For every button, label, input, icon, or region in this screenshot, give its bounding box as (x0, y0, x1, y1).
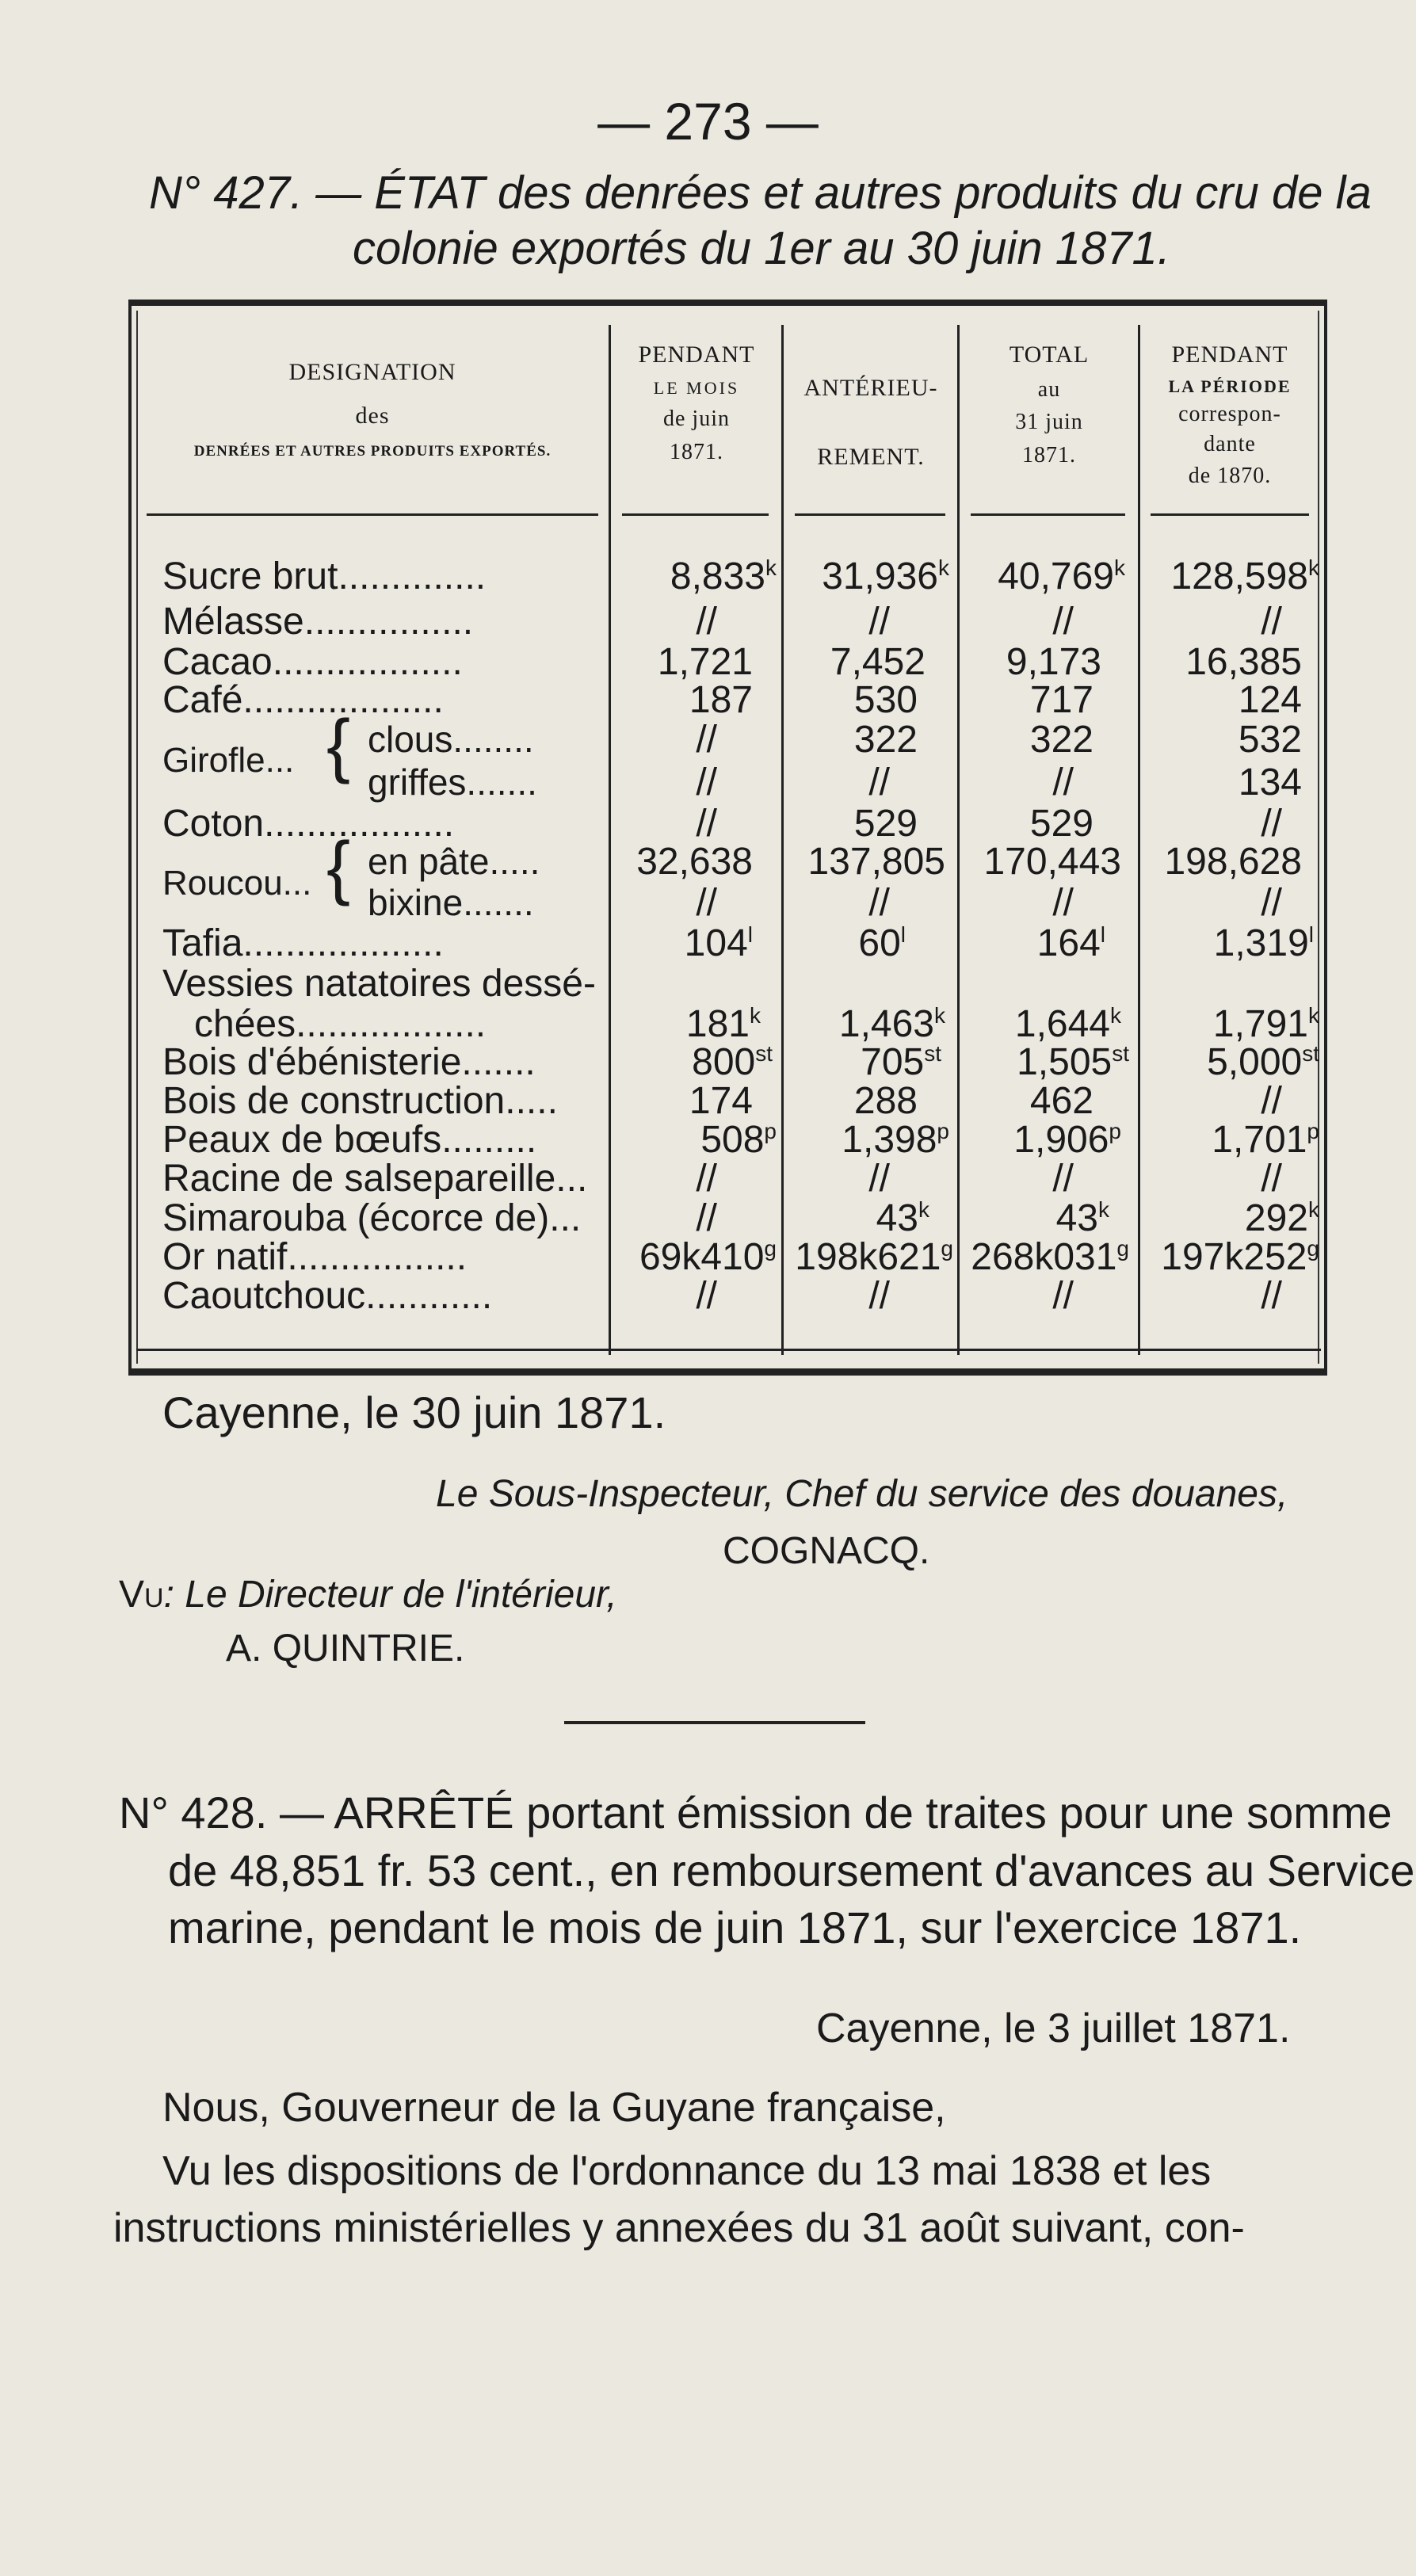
table-cell (614, 1040, 773, 1084)
table-cell (1143, 1235, 1319, 1279)
cell-unit: k (1098, 1197, 1109, 1222)
table-cell (787, 1196, 929, 1240)
row-label: Coton.................. (162, 803, 455, 845)
header-designation (147, 357, 598, 462)
brace-symbol: { (326, 828, 351, 907)
cell-value: 60 (858, 922, 901, 964)
vu-text: : Le Directeur de l'intérieur, (163, 1574, 617, 1616)
header-text: LE MOIS (653, 377, 740, 398)
table-cell: // (1261, 1275, 1282, 1317)
cell-unit: st (1302, 1041, 1319, 1066)
table-cell (787, 1118, 949, 1162)
cell-unit: k (1110, 1003, 1121, 1028)
table-cell: // (868, 882, 890, 924)
row-label-line-2: chées.................. (194, 1003, 487, 1045)
table-cell: // (1052, 1275, 1074, 1317)
table-cell: 9,173 (1006, 641, 1101, 683)
header-text: dante (1204, 431, 1256, 456)
cell-unit: k (1308, 555, 1319, 580)
header-rule (1151, 513, 1309, 516)
table-cell: // (696, 719, 717, 761)
table-cell: // (868, 601, 890, 643)
table-cell (787, 1040, 941, 1084)
footer-rule (136, 1349, 1321, 1351)
cell-unit: g (764, 1236, 777, 1261)
table-cell: 462 (1029, 1080, 1093, 1122)
body-line-1: Nous, Gouverneur de la Guyane française, (162, 2085, 946, 2131)
table-cell (963, 922, 1105, 965)
table-cell: // (868, 761, 890, 803)
table-cell: // (696, 882, 717, 924)
cell-unit: p (1307, 1119, 1319, 1143)
column-divider (609, 325, 611, 1355)
header-text: 1871. (1022, 443, 1076, 468)
header-text: des (355, 402, 390, 429)
row-label: Café................... (162, 679, 444, 721)
cell-value: 1,906 (1013, 1119, 1109, 1161)
table-cell: 124 (1238, 679, 1302, 721)
cell-value: 1,505 (1017, 1041, 1113, 1083)
row-label-line-1: Vessies natatoires dessé- (162, 963, 596, 1005)
table-cell: 187 (689, 679, 753, 721)
cell-value: 705 (861, 1041, 925, 1083)
cell-value: 1,644 (1014, 1003, 1110, 1045)
table-cell (614, 922, 753, 965)
row-label: Or natif................. (162, 1236, 468, 1278)
table-cell: 322 (853, 719, 918, 761)
arrete-date: Cayenne, le 3 juillet 1871. (816, 2005, 1291, 2051)
header-rule (147, 513, 598, 516)
header-rule (795, 513, 945, 516)
row-label: Peaux de bœufs......... (162, 1119, 537, 1161)
table-cell (1143, 1040, 1319, 1084)
place-date: Cayenne, le 30 juin 1871. (162, 1387, 666, 1437)
table-title-line-2: colonie exportés du 1er au 30 juin 1871. (353, 223, 1170, 274)
header-text: DESIGNATION (288, 359, 456, 385)
row-sub-label: bixine....... (368, 882, 534, 923)
cell-unit: p (764, 1119, 777, 1143)
column-divider (781, 325, 784, 1355)
cell-unit: k (750, 1003, 761, 1028)
cell-unit: p (1109, 1119, 1121, 1143)
table-cell (614, 1118, 777, 1162)
table-cell (963, 1196, 1109, 1240)
cell-value: 43 (876, 1197, 918, 1239)
table-cell: // (1052, 761, 1074, 803)
section-separator (564, 1721, 865, 1724)
row-label: Simarouba (écorce de)... (162, 1197, 582, 1239)
cell-value: 1,701 (1212, 1119, 1307, 1161)
header-text: ANTÉRIEU- (803, 375, 938, 401)
row-label: Caoutchouc............ (162, 1275, 493, 1317)
header-text: de juin (663, 406, 730, 432)
table-cell: 288 (853, 1080, 918, 1122)
page-number: — 273 — (597, 92, 819, 151)
cell-value: 197k252 (1161, 1236, 1307, 1278)
table-cell: 322 (1029, 719, 1093, 761)
table-cell: 529 (1029, 803, 1093, 845)
cell-unit: k (1308, 1003, 1319, 1028)
table-cell: // (868, 1275, 890, 1317)
table-cell (1143, 555, 1319, 598)
table-cell: // (1261, 803, 1282, 845)
row-label: Bois d'ébénisterie....... (162, 1041, 536, 1083)
cell-value: 181 (685, 1003, 750, 1045)
header-text: LA PÉRIODE (1168, 376, 1292, 396)
table-cell: 137,805 (807, 841, 945, 883)
table-cell (963, 1235, 1129, 1279)
cell-value: 8,833 (670, 555, 765, 597)
table-cell (1143, 1118, 1319, 1162)
row-label: Bois de construction..... (162, 1080, 558, 1122)
cell-unit: g (941, 1236, 953, 1261)
cell-value: 1,319 (1213, 922, 1309, 964)
header-text: correspon- (1178, 402, 1281, 427)
body-line-2: Vu les dispositions de l'ordonnance du 13 mai 1838 et les (162, 2148, 1212, 2194)
table-cell: 529 (853, 803, 918, 845)
table-cell: 174 (689, 1080, 753, 1122)
table-cell (963, 1002, 1121, 1046)
header-text: PENDANT (638, 342, 755, 368)
table-cell (787, 1002, 945, 1046)
row-label: Racine de salsepareille... (162, 1158, 588, 1200)
cell-value: 1,463 (838, 1003, 934, 1045)
table-cell (1143, 1196, 1319, 1240)
row-sub-label: griffes....... (368, 761, 537, 803)
cell-unit: p (937, 1119, 949, 1143)
table-cell: 32,638 (636, 841, 753, 883)
header-text: TOTAL (1009, 342, 1090, 368)
cell-unit: k (918, 1197, 929, 1222)
table-cell: 532 (1238, 719, 1302, 761)
column-divider (1138, 325, 1140, 1355)
table-cell: 7,452 (830, 641, 926, 683)
header-text: PENDANT (1171, 342, 1288, 368)
table-cell (614, 555, 777, 598)
vu-prefix: Vu (119, 1574, 164, 1616)
table-cell: // (696, 803, 717, 845)
cell-unit: st (755, 1041, 773, 1066)
table-cell: // (1052, 601, 1074, 643)
signer-title: Le Sous-Inspecteur, Chef du service des douanes, (436, 1473, 1288, 1515)
cell-unit: l (1308, 922, 1314, 947)
row-group-label: Girofle... (162, 741, 295, 780)
cell-value: 508 (700, 1119, 765, 1161)
header-col4 (1141, 339, 1319, 491)
cell-unit: k (934, 1003, 945, 1028)
cell-unit: st (924, 1041, 941, 1066)
table-cell (1143, 922, 1314, 965)
table-title-line-1: N° 427. — ÉTAT des denrées et autres produits du cru de la (149, 167, 1372, 219)
header-col3 (960, 339, 1138, 471)
cell-value: 128,598 (1170, 555, 1308, 597)
table-cell: // (1052, 882, 1074, 924)
director-name: A. QUINTRIE. (226, 1628, 465, 1670)
column-divider (957, 325, 960, 1355)
table-cell: 717 (1029, 679, 1093, 721)
table-cell: 16,385 (1185, 641, 1302, 683)
table-cell: // (1261, 882, 1282, 924)
body-line-3: instructions ministérielles y annexées du 31 août suivant, con- (113, 2205, 1245, 2251)
header-text: au (1037, 376, 1061, 402)
table-cell (614, 1235, 777, 1279)
row-label: Cacao.................. (162, 641, 463, 683)
table-cell: 198,628 (1164, 841, 1302, 883)
table-cell (1143, 1002, 1319, 1046)
header-col2 (784, 372, 957, 473)
cell-value: 164 (1036, 922, 1101, 964)
cell-unit: k (938, 555, 949, 580)
table-cell: // (1261, 1080, 1282, 1122)
header-text: 1871. (670, 439, 723, 464)
brace-symbol: { (326, 706, 351, 785)
cell-value: 104 (684, 922, 748, 964)
row-sub-label: clous........ (368, 719, 534, 760)
table-cell (787, 555, 949, 598)
arrete-heading-line-3: marine, pendant le mois de juin 1871, sur l'exercice 1871. (168, 1902, 1302, 1952)
cell-value: 43 (1055, 1197, 1098, 1239)
table-cell: 170,443 (983, 841, 1121, 883)
cell-unit: l (747, 922, 753, 947)
row-sub-label: en pâte..... (368, 841, 540, 882)
table-cell (614, 1002, 761, 1046)
table-cell: // (696, 761, 717, 803)
cell-value: 800 (692, 1041, 756, 1083)
table-cell: 530 (853, 679, 918, 721)
cell-value: 5,000 (1207, 1041, 1303, 1083)
row-label: Mélasse................ (162, 601, 474, 643)
cell-value: 198k621 (795, 1236, 941, 1278)
cell-value: 268k031 (971, 1236, 1117, 1278)
cell-unit: st (1112, 1041, 1129, 1066)
header-text: 31 juin (1015, 410, 1083, 435)
table-cell: // (696, 601, 717, 643)
table-cell (963, 1118, 1121, 1162)
table-cell: // (696, 1158, 717, 1200)
header-rule (971, 513, 1125, 516)
header-text: REMENT. (817, 443, 925, 470)
signer-name: COGNACQ. (723, 1530, 930, 1572)
cell-unit: g (1116, 1236, 1129, 1261)
table-cell: // (1261, 601, 1282, 643)
cell-unit: l (900, 922, 906, 947)
header-rule (622, 513, 769, 516)
header-col1 (612, 339, 781, 467)
table-cell (787, 1235, 953, 1279)
cell-unit: g (1307, 1236, 1319, 1261)
cell-value: 1,791 (1212, 1003, 1308, 1045)
table-cell: 134 (1238, 761, 1302, 803)
arrete-heading-line-1: N° 428. — ARRÊTÉ portant émission de traites pour une somme (119, 1788, 1392, 1838)
header-text: DENRÉES ET AUTRES PRODUITS EXPORTÉS. (193, 443, 552, 460)
row-label: Tafia................... (162, 922, 444, 964)
cell-value: 1,398 (842, 1119, 937, 1161)
cell-value: 40,769 (998, 555, 1114, 597)
cell-value: 31,936 (822, 555, 938, 597)
table-cell: // (696, 1275, 717, 1317)
cell-unit: l (1100, 922, 1105, 947)
row-group-label: Roucou... (162, 864, 312, 903)
vu-block (119, 1573, 617, 1616)
cell-value: 69k410 (639, 1236, 765, 1278)
table-cell: // (868, 1158, 890, 1200)
table-cell (963, 555, 1125, 598)
table-cell (963, 1040, 1129, 1084)
table-cell: // (1052, 1158, 1074, 1200)
table-cell (787, 922, 906, 965)
cell-value: 292 (1244, 1197, 1308, 1239)
cell-unit: k (765, 555, 777, 580)
table-cell: // (696, 1197, 717, 1239)
row-label: Sucre brut.............. (162, 555, 487, 597)
table-cell: // (1261, 1158, 1282, 1200)
table-cell: 1,721 (657, 641, 753, 683)
arrete-heading-line-2: de 48,851 fr. 53 cent., en remboursement d'avances au Service (168, 1845, 1415, 1895)
cell-unit: k (1308, 1197, 1319, 1222)
header-text: de 1870. (1188, 463, 1272, 488)
cell-unit: k (1114, 555, 1125, 580)
